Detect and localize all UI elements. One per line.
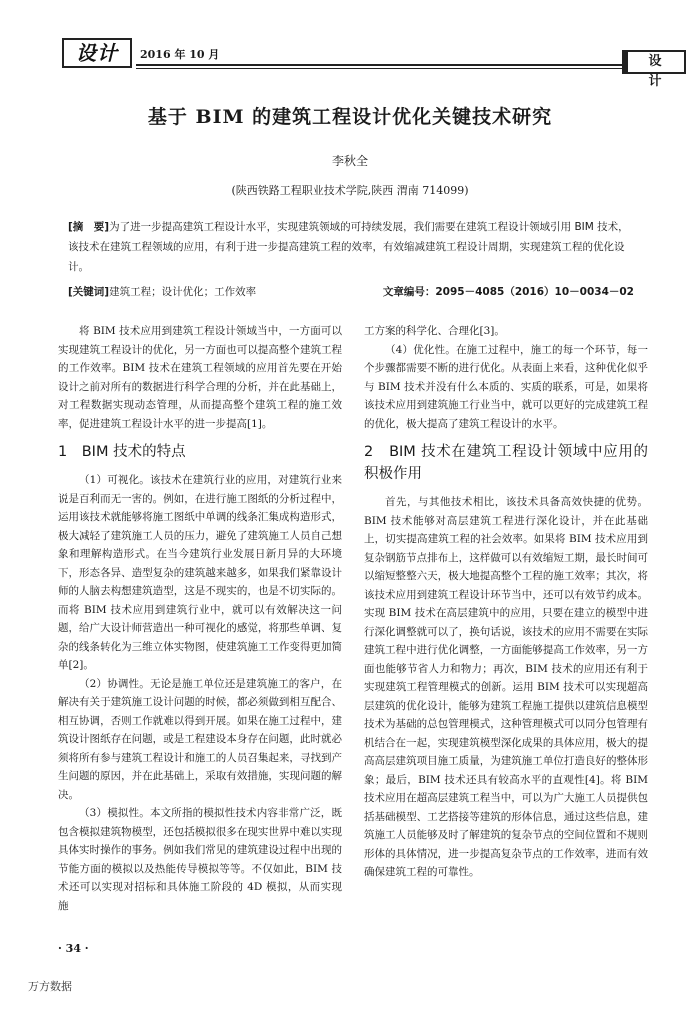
author: 李秋全 (331, 154, 368, 168)
issue-date: 2016 年 10 月 (140, 48, 220, 61)
keywords-text: 建筑工程；设计优化；工作效率 (109, 286, 257, 298)
paragraph: （4）优化性。在施工过程中，施工的每一个环节，每一个步骤都需要不断的进行优化。从表面上来看，这种优化似乎与 BIM 技术并没有什么本质的、实质的联系，可是，如果将该技术应用到建筑施工行业当中，就可以更好的完成建筑工程的优化，极大提高了建筑工程设计的水平。 (364, 343, 648, 430)
paragraph: （1）可视化。该技术在建筑行业的应用，对建筑行业来说是百利而无一害的。例如，在进行施工图纸的分析过程中，运用该技术就能够将施工图纸中单调的线条汇集成构造形式，极大减轻了建筑施工人员的压力，避免了建筑施工人员自己想象和理解构造形式。在当今建筑行业发展日新月异的大环境下，形态各异、造型复杂的建筑越来越多，如果我们紧靠设计师的人脑去构想建筑造型，这是不现实的，也是不切实际的。而将 BIM 技术应用到建筑行业中，就可以有效解决这一问题，给广大设计师营造出一种可视化的感觉，将那些单调、复杂的线条转化为三维立体实物图，使建筑施工工作变得更加简单[2]。 (58, 474, 342, 671)
section-heading-1: 1 BIM 技术的特点 (58, 444, 186, 460)
header-rule-thin (136, 68, 626, 69)
footer-source: 万方数据 (28, 980, 72, 993)
section-heading-2: 2 BIM 技术在建筑工程设计领域中应用的积极作用 (364, 444, 648, 482)
right-column (364, 322, 648, 882)
paragraph: （2）协调性。无论是施工单位还是建筑施工的客户，在解决有关于建筑施工设计问题的时候，都必须做到相互配合、相互协调，否则工作就难以得到开展。如果在施工过程中，建筑设计图纸存在问题，或是工程建设本身存在问题，此时就必须将所有参与建筑工程设计和施工的人员召集起来，寻找到产生问题的原因，并在此基础上，采取有效措施，实现问题的解决。 (58, 677, 342, 801)
paragraph-continued: 工方案的科学化、合理化[3]。 (364, 325, 505, 337)
article-number: 文章编号：2095－4085（2016）10－0034－02 (382, 286, 634, 298)
left-column (58, 322, 342, 915)
page-header (62, 36, 670, 89)
keywords-row (68, 284, 634, 299)
abstract-text: 为了进一步提高建筑工程设计水平，实现建筑领域的可持续发展，我们需要在建筑工程设计领域引用 BIM 技术，该技术在建筑工程领域的应用，有利于进一步提高建筑工程的效率，有效缩减建筑工程设计周期，实现建筑工程的优化设计。 (68, 221, 629, 273)
article-title: 基于 BIM 的建筑工程设计优化关键技术研究 (147, 106, 553, 128)
paragraph: 首先，与其他技术相比，该技术具备高效快捷的优势。BIM 技术能够对高层建筑工程进行深化设计，并在此基础上，切实提高建筑工程的社会效率。如果将 BIM 技术应用到复杂钢筋节点排布上，这样做可以有效缩短工期，最长时间可以缩短整整六天，极大地提高整个工程的施工效率；其次，将该技术应用到建筑工程设计环节当中，还可以有效节约成本。实现 BIM 技术在高层建筑中的应用，只要在建立的模型中进行深化调整就可以了，换句话说，该技术的应用不需要在实际建筑工程中进行优化调整，一方面能够提高工作效率，另一方面也能够节省人力和物力；再次，BIM 技术的应用还有利于实现建筑工程管理模式的创新。运用 BIM 技术可以实现超高层建筑的优化设计，能够为建筑工程施工提供以建筑信息模型技术为基础的总包管理模式，这种管理模式可以同分包管理有机结合在一起，实现建筑模型深化成果的具体应用，极大的提高高层建筑项目施工质量，为建筑施工单位打造良好的整体形象；最后，BIM 技术还具有较高水平的直观性[4]。将 BIM 技术应用在超高层建筑工程当中，可以为广大施工人员提供包括基础模型、工艺搭接等建筑的形体信息，通过这些信息，建筑施工人员能够及时了解建筑的复杂节点的空间位置和不规则形体的具体情况，进一步提高复杂节点的工作效率，进而有效确保建筑工程的可靠性。 (364, 496, 648, 878)
header-rule (136, 64, 626, 66)
affiliation: (陕西铁路工程职业技术学院,陕西 渭南 714099) (231, 184, 469, 197)
journal-logo: 设计 (62, 38, 132, 68)
keywords-label: [关键词] (68, 286, 110, 298)
section-tag: 设 计 (622, 50, 686, 74)
page-number: · 34 · (58, 942, 89, 955)
intro-paragraph: 将 BIM 技术应用到建筑工程设计领域当中，一方面可以实现建筑工程设计的优化，另一方面也可以提高整个建筑工程的工作效率。BIM 技术在建筑工程领域的应用首先要在开始设计之前对所有的数据进行科学合理的分析，并在此基础上，对工程数据实现动态管理，从而提高整个建筑工程的施工效率，促进建筑工程设计水平的进一步提高[1]。 (58, 325, 342, 430)
abstract (68, 217, 634, 277)
paragraph: （3）模拟性。本文所指的模拟性技术内容非常广泛，既包含模拟建筑物模型，还包括模拟很多在现实世界中难以实现具体实时操作的事务。例如我们常见的建筑建设过程中出现的节能方面的模拟以及热能传导模拟等等。不仅如此，BIM 技术还可以实现对招标和具体施工阶段的 4D 模拟，从而实现施 (58, 807, 342, 912)
abstract-label: [摘 要] (68, 221, 110, 233)
